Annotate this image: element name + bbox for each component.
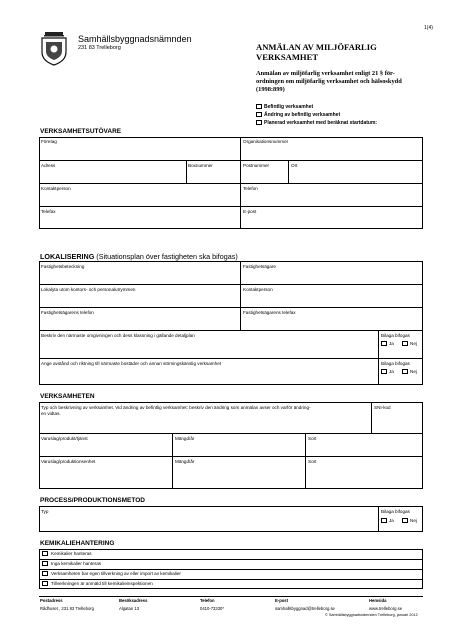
operator-heading: VERKSAMHETSUTÖVARE [40,128,122,135]
attachment-yes-checkbox-3[interactable] [381,518,387,523]
amount-field-1[interactable]: Mängd/år [175,436,195,441]
distance-field[interactable]: Ange avstånd och riktning till närmaste bostäder och annan störningskänslig verksamhet [41,361,222,366]
city-field[interactable]: Ort [291,163,298,168]
amount-field-2[interactable]: Mängd/år [175,459,195,464]
product-service-field[interactable]: Varuslag/produkt/tjänst [41,436,88,441]
org-address: 231 83 Trelleborg [78,45,121,51]
process-heading: PROCESS/PRODUKTIONSMETOD [40,497,145,504]
form-title: ANMÄLAN AV MILJÖFARLIG VERKSAMHET [256,42,377,62]
footer-website-link[interactable]: www.trelleborg.se [369,606,403,611]
address-field[interactable]: Adress [41,163,56,168]
property-name-field[interactable]: Fastighetsbeteckning [41,264,85,269]
footer-copyright: © Samhällsbyggnadsnämnden Trelleborg, januari 2012 [325,613,418,617]
attachment-no-label-3: Nej [410,518,417,523]
owner-phone-field[interactable]: Fastighetsägarens telefon [41,310,94,315]
checkbox-planned[interactable] [256,120,262,125]
business-heading: VERKSAMHETEN [40,393,95,400]
email-field[interactable]: E-post [243,209,257,214]
surroundings-field[interactable]: Beskriv den närmaste omgivningen och dess klassning i gällande detaljplan [41,333,195,338]
attachment-yes-label-2: Ja [389,369,394,374]
footer-visiting-value: Algatan 13 [119,606,140,611]
chemicals-heading: KEMIKALIEHANTERING [40,540,115,547]
attachment-yes-label-1: Ja [389,341,394,346]
intro-line-3: (1998:899) [256,86,285,93]
footer-visiting-header: Besöksadress [119,598,148,603]
org-name: Samhällsbyggnadsnämnden [78,34,192,44]
business-description-field[interactable] [41,405,311,417]
option-existing-label: Befintlig verksamhet [264,104,314,110]
checkbox-change[interactable] [256,112,262,117]
org-number-field[interactable]: Organisationsnummer [243,139,289,144]
footer-phone-value: 0410-73330* [200,606,224,611]
contact-field[interactable]: Kontaktperson [41,186,71,191]
property-owner-field[interactable]: Fastighetsägare [243,264,276,269]
attachment-no-checkbox-3[interactable] [402,518,408,523]
attachment-no-label-2: Nej [410,369,417,374]
intro-text [256,70,402,94]
company-field[interactable]: Företag [41,139,57,144]
footer-postal-header: Postadress [40,598,63,603]
attachment-label-3: Bilaga bifogas [381,509,410,514]
sni-code-field[interactable]: SNI-kod [374,405,391,410]
location-table [39,261,423,385]
attachment-yes-checkbox-2[interactable] [381,369,387,374]
intro-line-1: Anmälan av miljöfarlig verksamhet enligt 21 § för- [256,70,395,77]
business-description-line-2: en vidtas. [41,411,61,416]
premises-area-field[interactable]: Lokalyta utom kontors- och personalutrymmen [41,287,136,292]
option-planned-label: Planerad verksamhet med beräknat startdatum: [264,120,378,126]
phone-field[interactable]: Telefon [243,186,258,191]
attachment-no-label-1: Nej [410,341,417,346]
attachment-label-2: Bilaga bifogas [381,361,410,366]
location-heading-bold: LOKALISERING [40,252,95,261]
process-type-field[interactable]: Typ [41,509,49,514]
manufacture-import-label: Verksamheten bar egen tillverkning av eller import av kemikalier [51,571,181,576]
no-chemicals-label: Inga kemikalier hanteras [51,561,102,566]
owner-fax-field[interactable]: Fastighetsägarens telefax [243,310,296,315]
page-number: 1(4) [424,25,433,31]
sort-field-2[interactable]: Sort [308,459,317,464]
box-number-field[interactable]: Boxnummer [188,163,213,168]
location-heading [40,252,238,261]
intro-line-2: ordningen om miljöfarlig verksamhet och hälsoskydd [256,78,402,85]
attachment-label-1: Bilaga bifogas [381,333,410,338]
no-chemicals-checkbox[interactable] [42,561,48,566]
process-table [39,506,423,532]
municipal-crest-logo [40,32,68,66]
attachment-no-checkbox-2[interactable] [402,369,408,374]
reported-to-kemi-checkbox[interactable] [42,581,48,586]
footer-email-header: E-post [275,598,289,603]
manufacture-import-checkbox[interactable] [42,571,48,576]
attachment-yes-checkbox-1[interactable] [381,341,387,346]
attachment-yes-label-3: Ja [389,518,394,523]
location-heading-rest: (Situationsplan över fastigheten ska bifogas) [94,252,238,261]
chemicals-handled-checkbox[interactable] [42,551,48,556]
footer-postal-value: Rådhuset , 231 83 Trelleborg [40,606,95,611]
chemicals-handled-label: Kemikalier hanteras [51,551,92,556]
attachment-no-checkbox-1[interactable] [402,341,408,346]
footer-email-link[interactable]: samhallsbyggnad@trelleborg.se [275,606,335,611]
fax-field[interactable]: Telefax [41,209,56,214]
option-change-label: Ändring av befintlig verksamhet [264,112,341,118]
checkbox-existing[interactable] [256,104,262,109]
footer-website-header: Hemsida [369,598,387,603]
postal-code-field[interactable]: Postnummer [243,163,270,168]
location-contact-field[interactable]: Kontaktperson [243,287,273,292]
footer-divider [39,596,423,597]
production-unit-field[interactable]: Varuslag/produktionsenhet [41,459,96,464]
reported-to-kemi-label: Tillverkningen är anmäld till kemikalieinspektionen [51,581,153,586]
sort-field-1[interactable]: Sort [308,436,317,441]
business-description-line-1: Typ och beskrivning av verksamhet. Vid ändring av befintlig verksamhet: beskriv den ändring som anmälan avser och varför ändring- [41,405,311,410]
footer-phone-header: Telefon [200,598,215,603]
